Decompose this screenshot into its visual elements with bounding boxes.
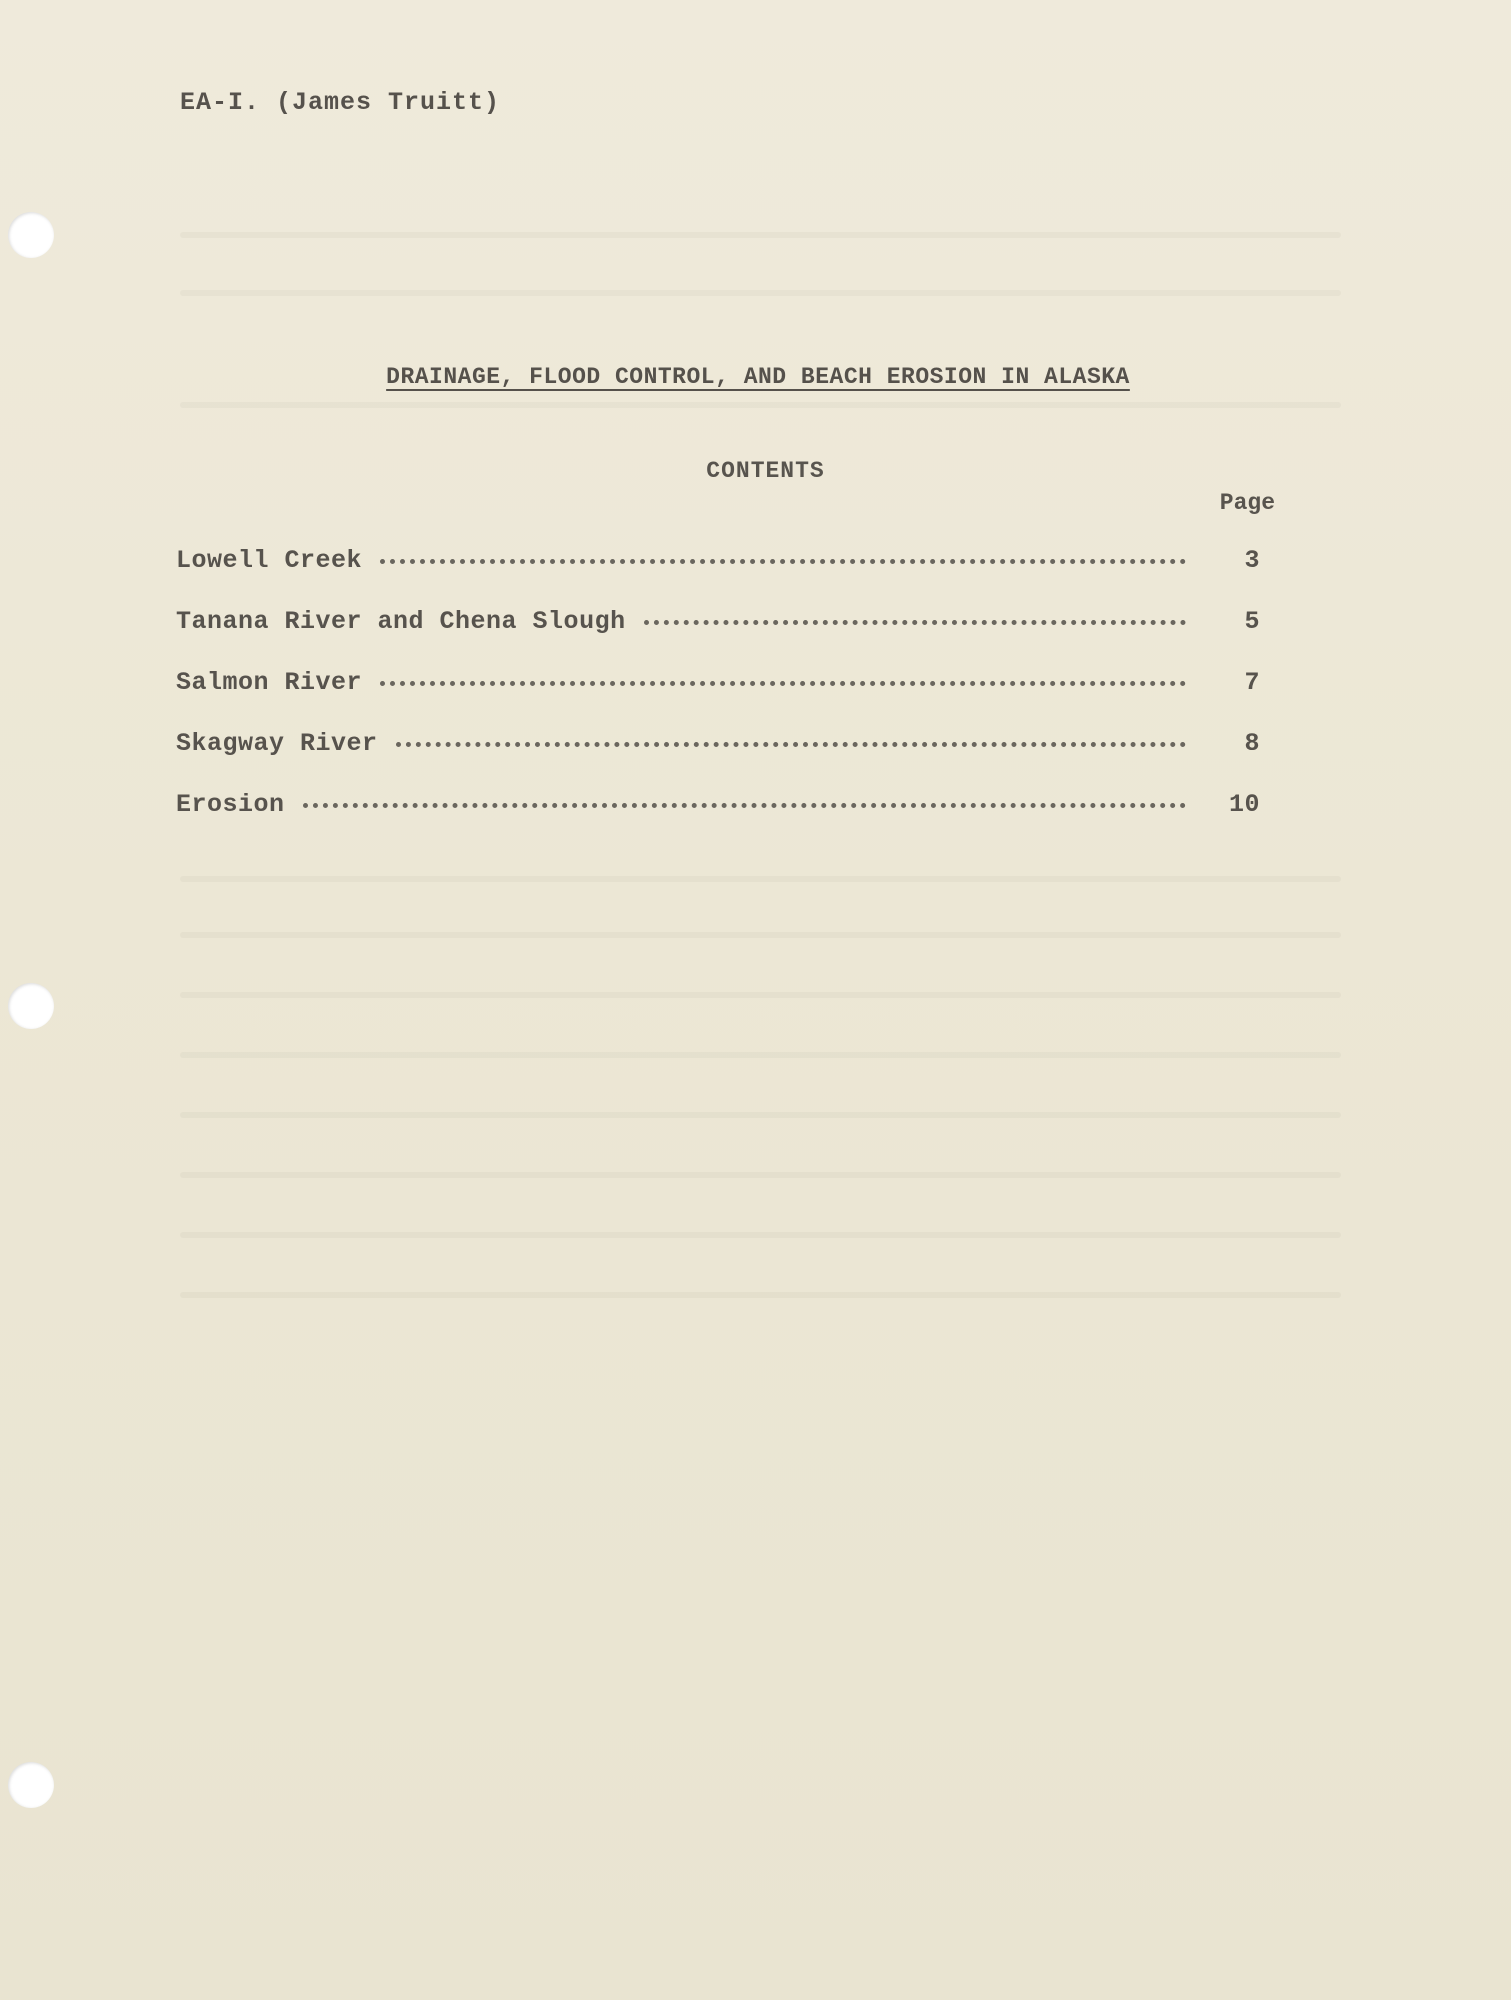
bleed-through-line [180, 290, 1341, 296]
bleed-through-line [180, 1172, 1341, 1178]
toc-entry-page: 8 [1244, 729, 1260, 758]
toc-entry-page: 7 [1244, 668, 1260, 697]
toc-entry [176, 668, 1260, 729]
document-reference: EA-I. (James Truitt) [180, 88, 501, 117]
punch-hole-middle [8, 983, 54, 1029]
toc-entry-label: Lowell Creek [176, 546, 363, 575]
toc-entry-page: 5 [1244, 607, 1260, 636]
table-of-contents [176, 546, 1260, 851]
bleed-through-line [180, 232, 1341, 238]
toc-entry-label: Erosion [176, 790, 285, 819]
bleed-through-line [180, 932, 1341, 938]
toc-entry-label: Salmon River [176, 668, 363, 697]
toc-entry [176, 729, 1260, 790]
document-title-wrapper [0, 364, 1511, 390]
toc-entry [176, 546, 1260, 607]
dot-leader [380, 559, 1186, 564]
bleed-through-line [180, 402, 1341, 408]
toc-entry-page: 10 [1228, 790, 1260, 819]
bleed-through-line [180, 1112, 1341, 1118]
toc-entry [176, 607, 1260, 668]
bleed-through-line [180, 1232, 1341, 1238]
bleed-through-line [180, 992, 1341, 998]
document-title: DRAINAGE, FLOOD CONTROL, AND BEACH EROSION IN ALASKA [386, 364, 1130, 390]
dot-leader [396, 742, 1186, 747]
dot-leader [303, 803, 1186, 808]
dot-leader [380, 681, 1186, 686]
punch-hole-bottom [8, 1762, 54, 1808]
toc-entry [176, 790, 1260, 851]
toc-entry-page: 3 [1244, 546, 1260, 575]
toc-entry-label: Tanana River and Chena Slough [176, 607, 626, 636]
toc-entry-label: Skagway River [176, 729, 378, 758]
dot-leader [644, 620, 1186, 625]
punch-hole-top [8, 212, 54, 258]
bleed-through-line [180, 876, 1341, 882]
bleed-through-line [180, 1052, 1341, 1058]
bleed-through-line [180, 1292, 1341, 1298]
page-column-heading: Page [1219, 490, 1275, 516]
contents-heading: CONTENTS [706, 458, 825, 484]
